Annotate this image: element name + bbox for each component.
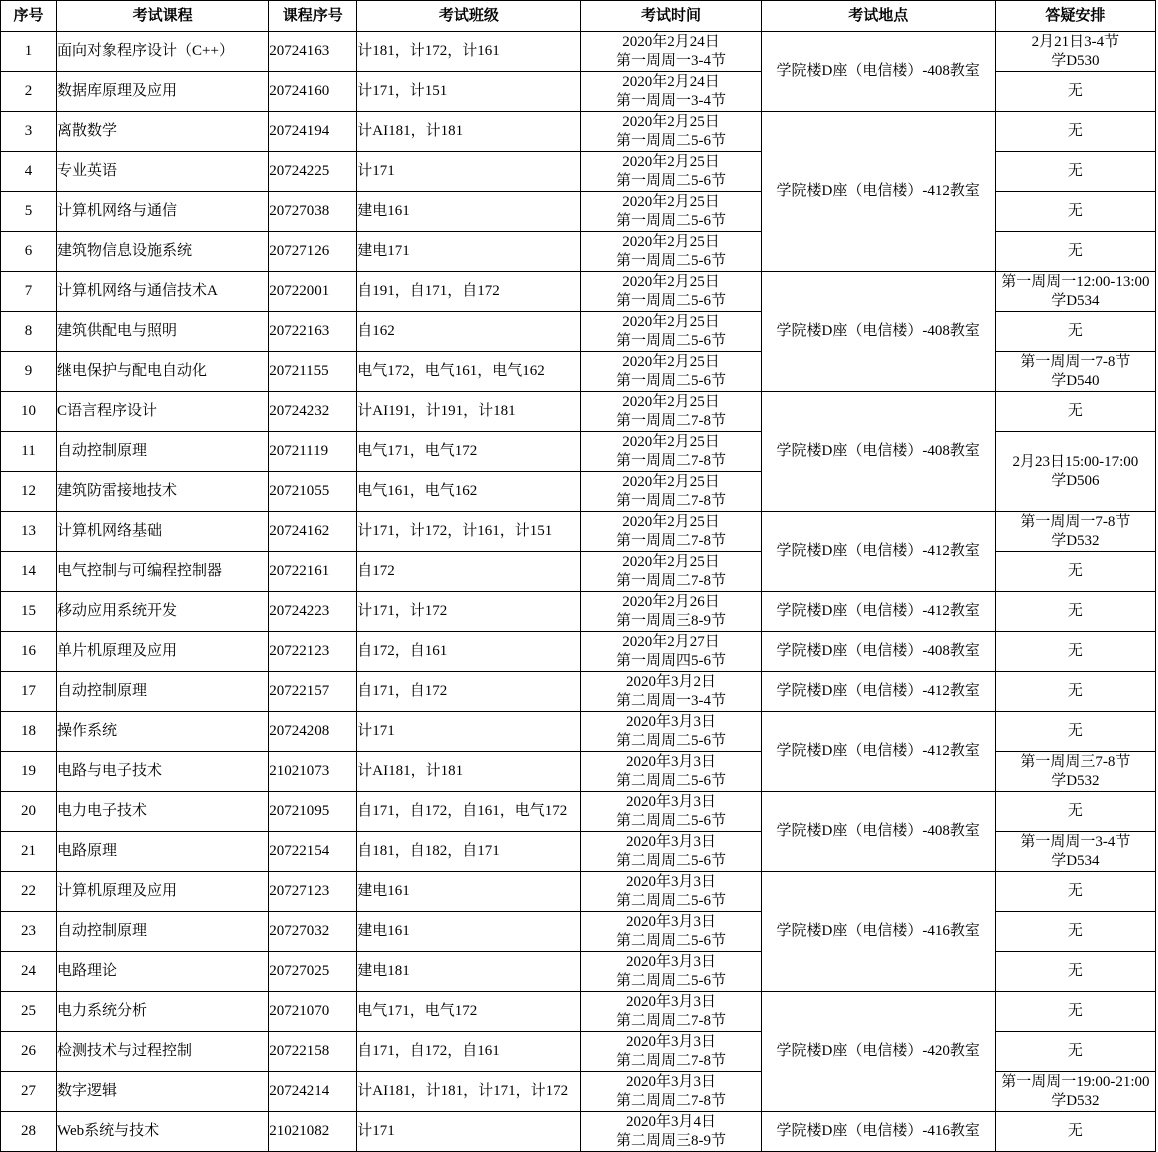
cell-qa-arrangement	[995, 672, 1155, 712]
exam-period: 第一周周三8-9节	[616, 612, 727, 629]
qa-line: 学D532	[1051, 532, 1100, 549]
exam-period: 第二周周二7-8节	[616, 1012, 727, 1029]
exam-period: 第一周周二5-6节	[616, 372, 727, 389]
qa-line: 无	[1067, 1123, 1083, 1140]
exam-date: 2020年2月25日	[622, 473, 720, 490]
cell-qa-arrangement	[995, 432, 1155, 512]
exam-period: 第二周周二7-8节	[616, 1092, 727, 1109]
exam-period: 第一周周二7-8节	[616, 412, 727, 429]
qa-line: 无	[1067, 163, 1083, 180]
cell-exam-time	[581, 1032, 761, 1072]
cell-course: C语言程序设计	[57, 392, 269, 432]
qa-line: 无	[1067, 243, 1083, 260]
cell-exam-time	[581, 152, 761, 192]
qa-line: 学D506	[1051, 472, 1100, 489]
cell-index: 28	[1, 1112, 57, 1152]
cell-course: 电力电子技术	[57, 792, 269, 832]
cell-qa-arrangement	[995, 912, 1155, 952]
exam-date: 2020年3月3日	[626, 753, 717, 770]
cell-classes: 计AI181，计181	[357, 112, 581, 152]
exam-date: 2020年2月25日	[622, 353, 720, 370]
cell-exam-time	[581, 72, 761, 112]
exam-date: 2020年2月25日	[622, 113, 720, 130]
cell-index: 5	[1, 192, 57, 232]
cell-classes: 自162	[357, 312, 581, 352]
cell-exam-place: 学院楼D座（电信楼）-416教室	[761, 872, 995, 992]
cell-course-code: 20722158	[269, 1032, 357, 1072]
table-row	[1, 1112, 1156, 1152]
cell-exam-place: 学院楼D座（电信楼）-412教室	[761, 592, 995, 632]
cell-course-code: 20721155	[269, 352, 357, 392]
qa-line: 无	[1067, 683, 1083, 700]
cell-course: 面向对象程序设计（C++）	[57, 32, 269, 72]
cell-qa-arrangement	[995, 992, 1155, 1032]
cell-qa-arrangement	[995, 632, 1155, 672]
cell-classes: 自171，自172	[357, 672, 581, 712]
exam-date: 2020年2月25日	[622, 193, 720, 210]
exam-period: 第一周周二5-6节	[616, 252, 727, 269]
qa-line: 第一周周一7-8节	[1020, 353, 1131, 370]
cell-qa-arrangement	[995, 112, 1155, 152]
table-body	[1, 32, 1156, 1152]
header-code: 课程序号	[269, 1, 357, 32]
cell-course: 建筑物信息设施系统	[57, 232, 269, 272]
exam-date: 2020年3月3日	[626, 1033, 717, 1050]
qa-line: 无	[1067, 203, 1083, 220]
qa-line: 第一周周一3-4节	[1020, 833, 1131, 850]
exam-period: 第二周周二5-6节	[616, 932, 727, 949]
cell-course-code: 20724223	[269, 592, 357, 632]
cell-exam-place: 学院楼D座（电信楼）-412教室	[761, 712, 995, 792]
table-row	[1, 712, 1156, 752]
exam-date: 2020年2月25日	[622, 393, 720, 410]
cell-index: 23	[1, 912, 57, 952]
exam-date: 2020年3月3日	[626, 713, 717, 730]
exam-period: 第一周周二5-6节	[616, 292, 727, 309]
cell-exam-place: 学院楼D座（电信楼）-412教室	[761, 512, 995, 592]
cell-classes: 自171，自172，自161	[357, 1032, 581, 1072]
cell-exam-place: 学院楼D座（电信楼）-416教室	[761, 1112, 995, 1152]
cell-classes: 自172	[357, 552, 581, 592]
cell-classes: 计171，计172	[357, 592, 581, 632]
exam-period: 第一周周二5-6节	[616, 172, 727, 189]
cell-exam-place: 学院楼D座（电信楼）-408教室	[761, 32, 995, 112]
qa-line: 学D532	[1051, 772, 1100, 789]
cell-course-code: 20727123	[269, 872, 357, 912]
cell-course: 计算机网络与通信技术A	[57, 272, 269, 312]
qa-line: 无	[1067, 643, 1083, 660]
exam-period: 第二周周二5-6节	[616, 852, 727, 869]
qa-line: 第一周周一7-8节	[1020, 513, 1131, 530]
cell-classes: 建电171	[357, 232, 581, 272]
exam-date: 2020年2月25日	[622, 433, 720, 450]
exam-date: 2020年2月25日	[622, 153, 720, 170]
exam-period: 第二周周二5-6节	[616, 732, 727, 749]
cell-index: 20	[1, 792, 57, 832]
exam-date: 2020年3月3日	[626, 913, 717, 930]
table-row	[1, 392, 1156, 432]
cell-qa-arrangement	[995, 512, 1155, 552]
cell-classes: 自172，自161	[357, 632, 581, 672]
cell-classes: 建电161	[357, 192, 581, 232]
cell-exam-time	[581, 272, 761, 312]
cell-course-code: 20722161	[269, 552, 357, 592]
cell-classes: 计171	[357, 1112, 581, 1152]
exam-period: 第一周周二7-8节	[616, 532, 727, 549]
cell-qa-arrangement	[995, 592, 1155, 632]
cell-course-code: 20721095	[269, 792, 357, 832]
cell-exam-place: 学院楼D座（电信楼）-420教室	[761, 992, 995, 1112]
cell-qa-arrangement	[995, 832, 1155, 872]
cell-course-code: 20727025	[269, 952, 357, 992]
qa-line: 无	[1067, 603, 1083, 620]
cell-exam-time	[581, 1112, 761, 1152]
exam-period: 第二周周二5-6节	[616, 972, 727, 989]
cell-exam-time	[581, 952, 761, 992]
qa-line: 第一周周一19:00-21:00	[1001, 1073, 1150, 1090]
exam-date: 2020年3月3日	[626, 993, 717, 1010]
cell-classes: 自191，自171，自172	[357, 272, 581, 312]
cell-qa-arrangement	[995, 712, 1155, 752]
exam-date: 2020年3月3日	[626, 873, 717, 890]
cell-course: 数字逻辑	[57, 1072, 269, 1112]
cell-index: 21	[1, 832, 57, 872]
cell-classes: 计181，计172，计161	[357, 32, 581, 72]
cell-exam-time	[581, 192, 761, 232]
cell-course: 自动控制原理	[57, 912, 269, 952]
exam-period: 第一周周二7-8节	[616, 452, 727, 469]
exam-period: 第一周周二7-8节	[616, 572, 727, 589]
cell-course: 电路与电子技术	[57, 752, 269, 792]
cell-exam-time	[581, 592, 761, 632]
cell-index: 24	[1, 952, 57, 992]
cell-index: 15	[1, 592, 57, 632]
table-row	[1, 872, 1156, 912]
cell-course-code: 20722157	[269, 672, 357, 712]
cell-index: 6	[1, 232, 57, 272]
cell-course-code: 20724163	[269, 32, 357, 72]
cell-classes: 建电161	[357, 912, 581, 952]
qa-line: 无	[1067, 323, 1083, 340]
cell-exam-time	[581, 32, 761, 72]
cell-exam-place: 学院楼D座（电信楼）-412教室	[761, 112, 995, 272]
exam-date: 2020年2月24日	[622, 33, 720, 50]
table-row	[1, 112, 1156, 152]
cell-exam-time	[581, 232, 761, 272]
cell-course: 建筑防雷接地技术	[57, 472, 269, 512]
exam-period: 第一周周二5-6节	[616, 332, 727, 349]
table-row	[1, 592, 1156, 632]
cell-course-code: 20724225	[269, 152, 357, 192]
cell-exam-time	[581, 392, 761, 432]
cell-course: 计算机网络与通信	[57, 192, 269, 232]
cell-course: 专业英语	[57, 152, 269, 192]
cell-qa-arrangement	[995, 352, 1155, 392]
cell-exam-time	[581, 472, 761, 512]
qa-line: 第一周周三7-8节	[1020, 753, 1131, 770]
cell-index: 13	[1, 512, 57, 552]
cell-classes: 电气171，电气172	[357, 992, 581, 1032]
cell-course-code: 21021073	[269, 752, 357, 792]
cell-classes: 电气171，电气172	[357, 432, 581, 472]
cell-index: 27	[1, 1072, 57, 1112]
qa-line: 无	[1067, 83, 1083, 100]
cell-index: 8	[1, 312, 57, 352]
cell-index: 18	[1, 712, 57, 752]
cell-exam-time	[581, 1072, 761, 1112]
cell-qa-arrangement	[995, 752, 1155, 792]
cell-qa-arrangement	[995, 32, 1155, 72]
cell-qa-arrangement	[995, 272, 1155, 312]
exam-period: 第二周周一3-4节	[616, 692, 727, 709]
cell-classes: 建电181	[357, 952, 581, 992]
cell-qa-arrangement	[995, 872, 1155, 912]
cell-course: 电路理论	[57, 952, 269, 992]
qa-line: 无	[1067, 123, 1083, 140]
cell-course-code: 20722163	[269, 312, 357, 352]
cell-course: 数据库原理及应用	[57, 72, 269, 112]
exam-date: 2020年2月25日	[622, 513, 720, 530]
qa-line: 无	[1067, 883, 1083, 900]
cell-qa-arrangement	[995, 1112, 1155, 1152]
qa-line: 无	[1067, 1003, 1083, 1020]
cell-course-code: 20724232	[269, 392, 357, 432]
cell-course: 计算机网络基础	[57, 512, 269, 552]
cell-classes: 计171	[357, 712, 581, 752]
cell-course: 单片机原理及应用	[57, 632, 269, 672]
exam-date: 2020年3月3日	[626, 833, 717, 850]
qa-line: 学D540	[1051, 372, 1100, 389]
cell-exam-place: 学院楼D座（电信楼）-408教室	[761, 272, 995, 392]
cell-index: 19	[1, 752, 57, 792]
cell-classes: 自181，自182，自171	[357, 832, 581, 872]
exam-date: 2020年2月25日	[622, 233, 720, 250]
cell-exam-time	[581, 832, 761, 872]
exam-date: 2020年2月26日	[622, 593, 720, 610]
exam-period: 第二周周二5-6节	[616, 772, 727, 789]
cell-course: 建筑供配电与照明	[57, 312, 269, 352]
table-header	[1, 1, 1156, 32]
cell-qa-arrangement	[995, 312, 1155, 352]
cell-course-code: 20727032	[269, 912, 357, 952]
exam-period: 第一周周一3-4节	[616, 92, 727, 109]
table-row	[1, 272, 1156, 312]
cell-qa-arrangement	[995, 792, 1155, 832]
cell-course-code: 20724194	[269, 112, 357, 152]
cell-exam-time	[581, 992, 761, 1032]
cell-course: 计算机原理及应用	[57, 872, 269, 912]
cell-index: 11	[1, 432, 57, 472]
qa-line: 2月23日15:00-17:00	[1012, 453, 1139, 470]
cell-course-code: 20727126	[269, 232, 357, 272]
cell-exam-place: 学院楼D座（电信楼）-408教室	[761, 632, 995, 672]
cell-classes: 电气161，电气162	[357, 472, 581, 512]
cell-index: 17	[1, 672, 57, 712]
cell-exam-time	[581, 512, 761, 552]
qa-line: 无	[1067, 963, 1083, 980]
table-row	[1, 32, 1156, 72]
exam-period: 第一周周一3-4节	[616, 52, 727, 69]
header-qa: 答疑安排	[995, 1, 1155, 32]
cell-course-code: 20724160	[269, 72, 357, 112]
cell-index: 7	[1, 272, 57, 312]
cell-qa-arrangement	[995, 952, 1155, 992]
exam-period: 第二周周二5-6节	[616, 892, 727, 909]
cell-index: 3	[1, 112, 57, 152]
cell-exam-time	[581, 912, 761, 952]
table-row	[1, 992, 1156, 1032]
qa-line: 学D534	[1051, 852, 1100, 869]
table-row	[1, 792, 1156, 832]
cell-index: 12	[1, 472, 57, 512]
cell-exam-time	[581, 792, 761, 832]
exam-period: 第一周周二7-8节	[616, 492, 727, 509]
qa-line: 无	[1067, 803, 1083, 820]
cell-course-code: 20724208	[269, 712, 357, 752]
exam-period: 第一周周二5-6节	[616, 132, 727, 149]
cell-course: 电路原理	[57, 832, 269, 872]
header-class: 考试班级	[357, 1, 581, 32]
cell-classes: 计AI191，计191，计181	[357, 392, 581, 432]
cell-course-code: 20724214	[269, 1072, 357, 1112]
cell-course: 继电保护与配电自动化	[57, 352, 269, 392]
cell-course: 电气控制与可编程控制器	[57, 552, 269, 592]
cell-qa-arrangement	[995, 1032, 1155, 1072]
cell-classes: 计171	[357, 152, 581, 192]
qa-line: 无	[1067, 923, 1083, 940]
cell-exam-time	[581, 672, 761, 712]
cell-classes: 计171，计172，计161，计151	[357, 512, 581, 552]
exam-period: 第二周周二5-6节	[616, 812, 727, 829]
header-index: 序号	[1, 1, 57, 32]
cell-exam-time	[581, 872, 761, 912]
exam-date: 2020年3月4日	[626, 1113, 717, 1130]
cell-course: Web系统与技术	[57, 1112, 269, 1152]
qa-line: 学D534	[1051, 292, 1100, 309]
exam-date: 2020年2月25日	[622, 313, 720, 330]
cell-course-code: 20722001	[269, 272, 357, 312]
qa-line: 无	[1067, 1043, 1083, 1060]
cell-qa-arrangement	[995, 392, 1155, 432]
cell-qa-arrangement	[995, 152, 1155, 192]
qa-line: 无	[1067, 563, 1083, 580]
cell-index: 16	[1, 632, 57, 672]
cell-course: 自动控制原理	[57, 432, 269, 472]
cell-exam-time	[581, 112, 761, 152]
qa-line: 无	[1067, 723, 1083, 740]
cell-exam-time	[581, 752, 761, 792]
cell-index: 26	[1, 1032, 57, 1072]
exam-period: 第一周周二5-6节	[616, 212, 727, 229]
cell-exam-time	[581, 312, 761, 352]
cell-course: 移动应用系统开发	[57, 592, 269, 632]
exam-date: 2020年2月24日	[622, 73, 720, 90]
header-place: 考试地点	[761, 1, 995, 32]
cell-index: 22	[1, 872, 57, 912]
cell-course-code: 20722154	[269, 832, 357, 872]
cell-course: 自动控制原理	[57, 672, 269, 712]
cell-classes: 计AI181，计181，计171，计172	[357, 1072, 581, 1112]
header-row	[1, 1, 1156, 32]
cell-classes: 电气172，电气161，电气162	[357, 352, 581, 392]
table-row	[1, 512, 1156, 552]
cell-classes: 建电161	[357, 872, 581, 912]
exam-date: 2020年2月25日	[622, 273, 720, 290]
cell-course-code: 20727038	[269, 192, 357, 232]
cell-classes: 自171，自172，自161，电气172	[357, 792, 581, 832]
qa-line: 无	[1067, 403, 1083, 420]
cell-index: 2	[1, 72, 57, 112]
cell-course: 检测技术与过程控制	[57, 1032, 269, 1072]
cell-course-code: 20722123	[269, 632, 357, 672]
exam-date: 2020年3月2日	[626, 673, 717, 690]
cell-index: 9	[1, 352, 57, 392]
cell-exam-time	[581, 352, 761, 392]
cell-classes: 计171，计151	[357, 72, 581, 112]
exam-date: 2020年3月3日	[626, 793, 717, 810]
cell-classes: 计AI181，计181	[357, 752, 581, 792]
cell-exam-place: 学院楼D座（电信楼）-408教室	[761, 792, 995, 872]
cell-qa-arrangement	[995, 72, 1155, 112]
cell-qa-arrangement	[995, 552, 1155, 592]
cell-index: 14	[1, 552, 57, 592]
table-row	[1, 672, 1156, 712]
exam-period: 第二周周三8-9节	[616, 1132, 727, 1149]
qa-line: 第一周周一12:00-13:00	[1001, 273, 1150, 290]
qa-line: 学D532	[1051, 1092, 1100, 1109]
qa-line: 学D530	[1051, 52, 1100, 69]
qa-line: 2月21日3-4节	[1031, 33, 1120, 50]
cell-exam-time	[581, 432, 761, 472]
cell-index: 10	[1, 392, 57, 432]
cell-index: 1	[1, 32, 57, 72]
cell-course-code: 20721070	[269, 992, 357, 1032]
cell-course: 操作系统	[57, 712, 269, 752]
cell-course-code: 20721055	[269, 472, 357, 512]
header-course: 考试课程	[57, 1, 269, 32]
exam-date: 2020年2月25日	[622, 553, 720, 570]
cell-course-code: 20721119	[269, 432, 357, 472]
exam-date: 2020年3月3日	[626, 953, 717, 970]
cell-exam-time	[581, 632, 761, 672]
cell-exam-time	[581, 712, 761, 752]
cell-qa-arrangement	[995, 1072, 1155, 1112]
cell-course-code: 21021082	[269, 1112, 357, 1152]
exam-date: 2020年2月27日	[622, 633, 720, 650]
header-time: 考试时间	[581, 1, 761, 32]
cell-qa-arrangement	[995, 192, 1155, 232]
cell-course: 电力系统分析	[57, 992, 269, 1032]
cell-exam-time	[581, 552, 761, 592]
cell-qa-arrangement	[995, 232, 1155, 272]
cell-exam-place: 学院楼D座（电信楼）-408教室	[761, 392, 995, 512]
cell-exam-place: 学院楼D座（电信楼）-412教室	[761, 672, 995, 712]
cell-course-code: 20724162	[269, 512, 357, 552]
cell-index: 25	[1, 992, 57, 1032]
exam-period: 第二周周二7-8节	[616, 1052, 727, 1069]
exam-period: 第一周周四5-6节	[616, 652, 727, 669]
exam-date: 2020年3月3日	[626, 1073, 717, 1090]
cell-index: 4	[1, 152, 57, 192]
table-row	[1, 632, 1156, 672]
cell-course: 离散数学	[57, 112, 269, 152]
